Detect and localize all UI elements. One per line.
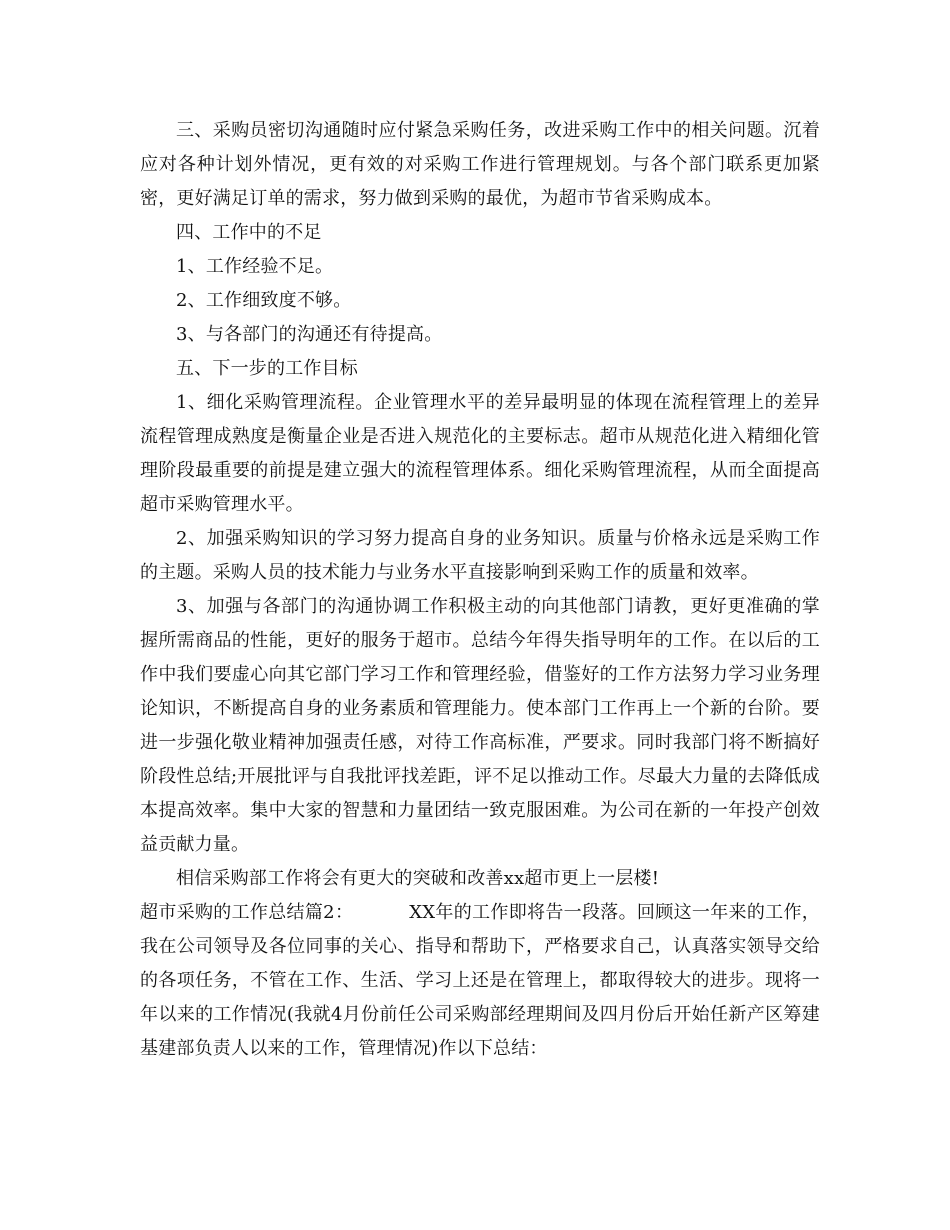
paragraph-section-3: 三、采购员密切沟通随时应付紧急采购任务，改进采购工作中的相关问题。沉着应对各种计划外情况，更有效的对采购工作进行管理规划。与各个部门联系更加紧密，更好满足订单的需求，努力做到采购的最优，为超市节省采购成本。 (140, 120, 820, 209)
closing-statement: 相信采购部工作将会有更大的突破和改善xx超市更上一层楼! (176, 868, 660, 889)
section-2-title: 超市采购的工作总结篇2： (140, 902, 354, 923)
section-2-paragraph (140, 896, 820, 1066)
section-2-body: XX年的工作即将告一段落。回顾这一年来的工作，我在公司领导及各位同事的关心、指导和帮助下，严格要求自己，认真落实领导交给的各项任务，不管在工作、生活、学习上还是在管理上，都取得较大的进步。现将一年以来的工作情况(我就4月份前任公司采购部经理期间及四月份后开始任新产区筹建基建部负责人以来的工作，管理情况)作以下总结： (140, 902, 820, 1059)
document-body (140, 114, 820, 1066)
heading-next-goals: 五、下一步的工作目标 (176, 358, 358, 379)
heading-shortcomings: 四、工作中的不足 (176, 222, 322, 243)
goal-paragraph-2: 2、加强采购知识的学习努力提高自身的业务知识。质量与价格永远是采购工作的主题。采购人员的技术能力与业务水平直接影响到采购工作的质量和效率。 (140, 528, 820, 583)
goal-paragraph-1: 1、细化采购管理流程。企业管理水平的差异最明显的体现在流程管理上的差异流程管理成熟度是衡量企业是否进入规范化的主要标志。超市从规范化进入精细化管理阶段最重要的前提是建立强大的流程管理体系。细化采购管理流程，从而全面提高超市采购管理水平。 (140, 392, 820, 515)
list-item-experience: 1、工作经验不足。 (176, 256, 334, 277)
list-item-detail: 2、工作细致度不够。 (176, 290, 352, 311)
goal-paragraph-3: 3、加强与各部门的沟通协调工作积极主动的向其他部门请教，更好更准确的掌握所需商品的性能，更好的服务于超市。总结今年得失指导明年的工作。在以后的工作中我们要虚心向其它部门学习工作和管理经验，借鉴好的工作方法努力学习业务理论知识，不断提高自身的业务素质和管理能力。使本部门工作再上一个新的台阶。要进一步强化敬业精神加强责任感，对待工作高标准，严要求。同时我部门将不断搞好阶段性总结;开展批评与自我批评找差距，评不足以推动工作。尽最大力量的去降低成本提高效率。集中大家的智慧和力量团结一致克服困难。为公司在新的一年投产创效益贡献力量。 (140, 596, 820, 855)
list-item-communication: 3、与各部门的沟通还有待提高。 (176, 324, 443, 345)
